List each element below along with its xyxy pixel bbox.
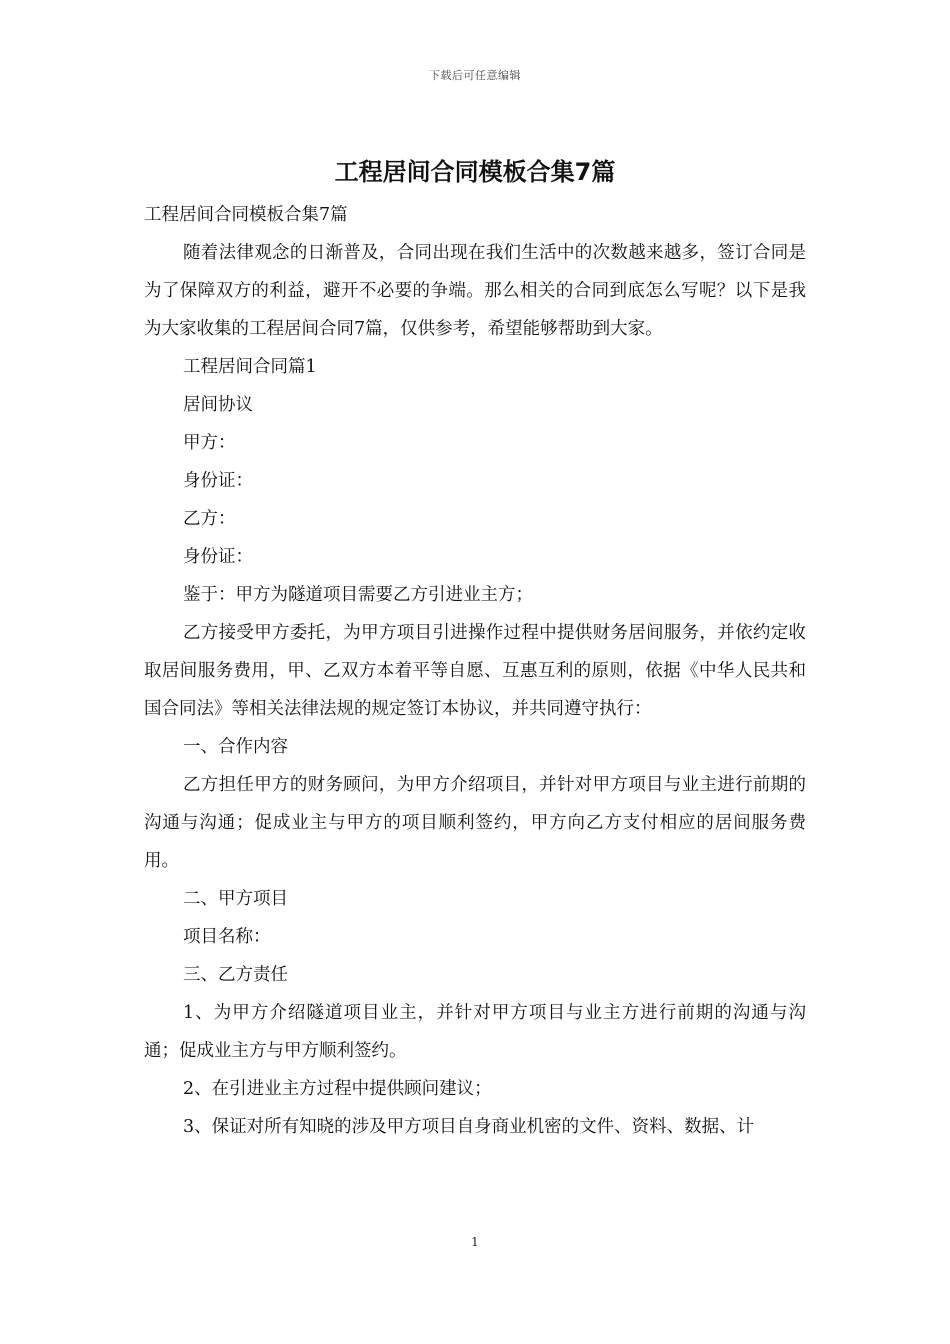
party-a-label: 甲方： [183,433,236,453]
document-title: 工程居间合同模板合集7篇 [334,158,616,186]
page-number: 1 [471,1235,479,1249]
clause-heading-2: 二、甲方项目 [183,889,288,909]
clause-3-item-3: 3、保证对所有知晓的涉及甲方项目自身商业机密的文件、资料、数据、计 [183,1117,755,1137]
subtitle-line: 工程居间合同模板合集7篇 [144,205,348,225]
clause-heading-3: 三、乙方责任 [183,965,288,985]
clause-1-paragraph: 乙方担任甲方的财务顾问，为甲方介绍项目，并针对甲方项目与业主进行前期的沟通与沟通；促成业主与甲方的项目顺利签约，甲方向乙方支付相应的居间服务费用。 [144,775,806,871]
clause-3-item-2: 2、在引进业主方过程中提供顾问建议； [183,1079,492,1099]
header-note: 下载后可任意编辑 [429,69,521,82]
whereas-clause: 鉴于：甲方为隧道项目需要乙方引进业主方； [183,585,533,605]
party-b-label: 乙方： [183,509,236,529]
clause-3-item-1: 1、为甲方介绍隧道项目业主，并针对甲方项目与业主方进行前期的沟通与沟通；促成业主方与甲方顺利签约。 [144,1003,806,1061]
party-a-id-label: 身份证： [183,471,253,491]
preamble-paragraph: 乙方接受甲方委托，为甲方项目引进操作过程中提供财务居间服务，并依约定收取居间服务费用，甲、乙双方本着平等自愿、互惠互利的原则，依据《中华人民共和国合同法》等相关法律法规的规定签订本协议，并共同遵守执行： [144,623,806,719]
project-name-label: 项目名称： [183,927,271,947]
agreement-title: 居间协议 [183,395,253,415]
clause-heading-1: 一、合作内容 [183,737,288,757]
document-body [144,196,806,1146]
intro-paragraph: 随着法律观念的日渐普及，合同出现在我们生活中的次数越来越多，签订合同是为了保障双方的利益，避开不必要的争端。那么相关的合同到底怎么写呢？以下是我为大家收集的工程居间合同7篇，仅供参考，希望能够帮助到大家。 [144,243,806,339]
party-b-id-label: 身份证： [183,547,253,567]
section-heading: 工程居间合同篇1 [183,357,317,377]
